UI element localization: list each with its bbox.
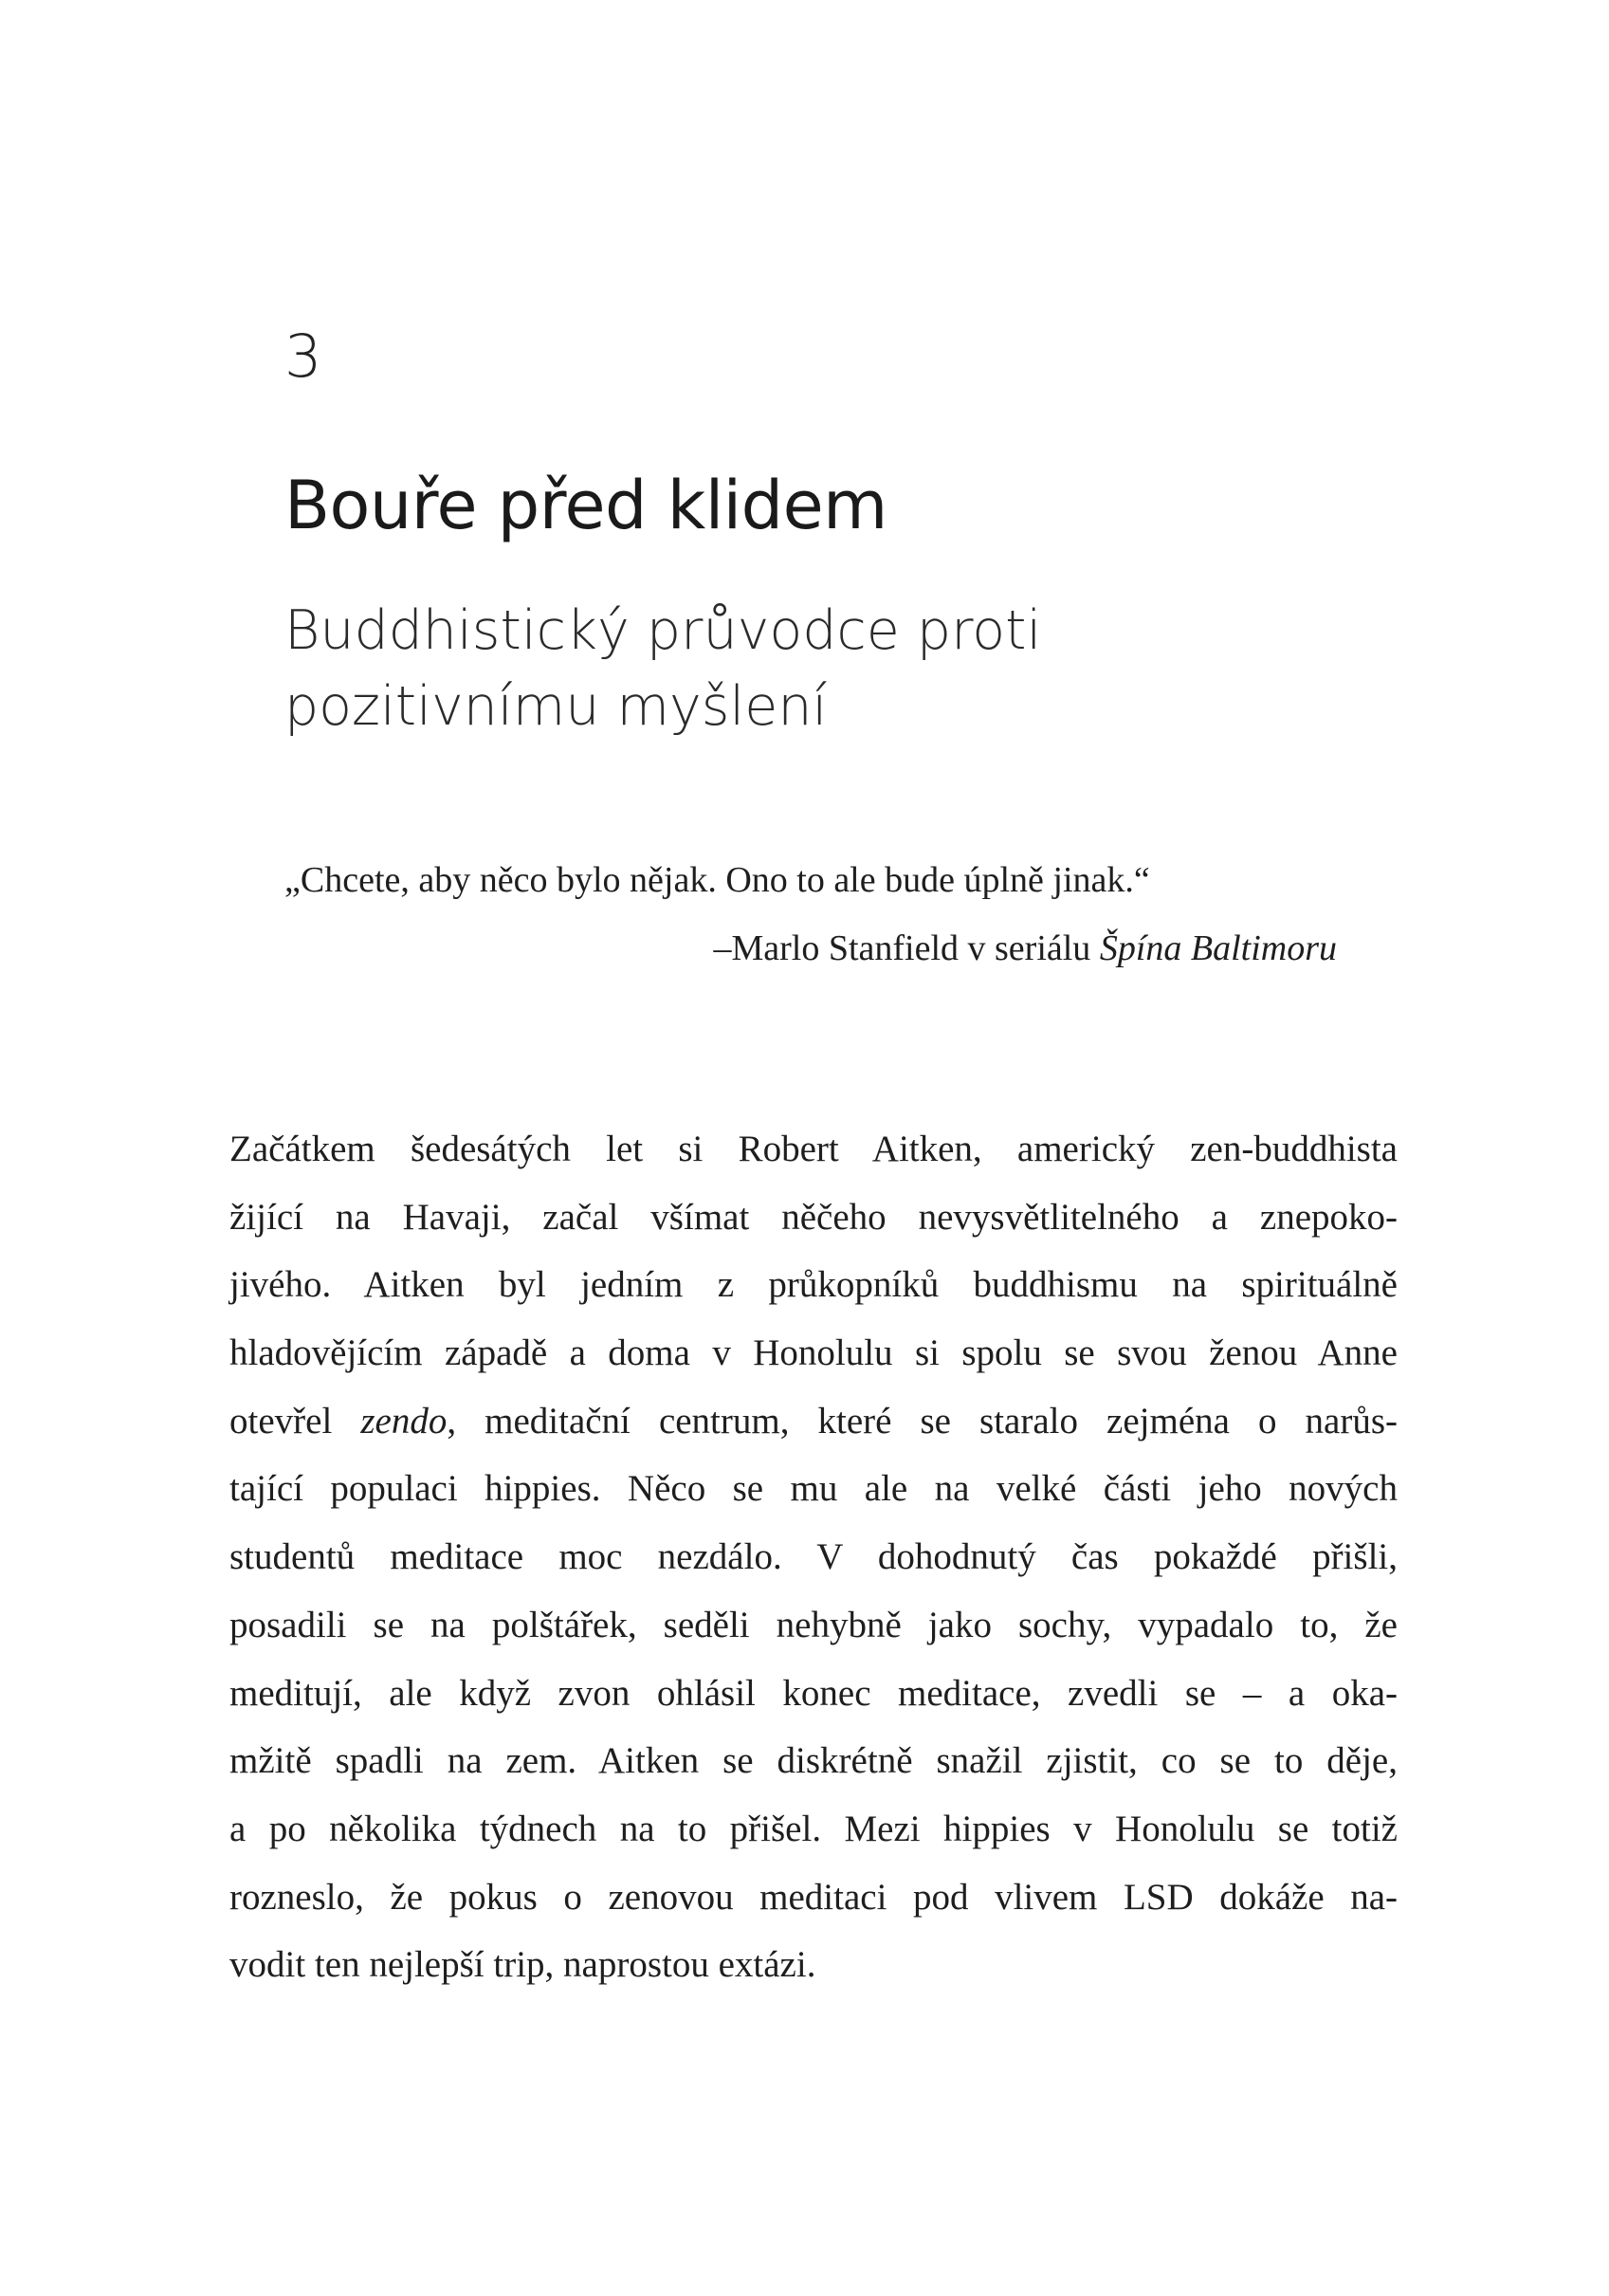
subtitle-line: Buddhistický průvodce proti [284,599,1042,662]
subtitle-line: pozitivnímu myšlení [284,675,828,738]
paragraph-line-last: vodit ten nejlepší trip, naprostou extázi. [229,1944,816,1986]
chapter-title: Bouře před klidem [284,467,887,544]
line-text-after: , meditační centrum, které se staralo zejména o narůs- [447,1400,1398,1442]
paragraph-line: posadili se na polštářek, seděli nehybně jako sochy, vypadalo to, že [229,1604,1398,1645]
body-paragraph [229,1115,1398,1999]
paragraph-line: meditují, ale když zvon ohlásil konec meditace, zvedli se – a oka- [229,1672,1398,1714]
italic-term: zendo [360,1400,448,1442]
chapter-number: 3 [284,321,322,391]
chapter-subtitle [284,593,1327,744]
paragraph-line: tající populaci hippies. Něco se mu ale na velké části jeho nových [229,1468,1398,1510]
epigraph-attribution [284,914,1337,983]
paragraph-line: studentů meditace moc nezdálo. V dohodnutý čas pokaždé přišli, [229,1536,1398,1578]
paragraph-line: žijící na Havaji, začal všímat něčeho nevysvětlitelného a znepoko- [229,1196,1398,1238]
paragraph-line: mžitě spadli na zem. Aitken se diskrétně snažil zjistit, co se to děje, [229,1740,1398,1782]
paragraph-line: jivého. Aitken byl jedním z průkopníků buddhismu na spirituálně [229,1264,1398,1306]
attribution-work-title: Špína Baltimoru [1099,928,1337,968]
paragraph-line: hladovějícím západě a doma v Honolulu si spolu se svou ženou Anne [229,1332,1398,1374]
paragraph-line-with-italic [229,1387,1398,1456]
line-text-before: otevřel [229,1400,361,1442]
attribution-author: –Marlo Stanfield v seriálu [713,928,1100,968]
paragraph-line: rozneslo, že pokus o zenovou meditaci pod vlivem LSD dokáže na- [229,1876,1398,1918]
paragraph-line: Začátkem šedesátých let si Robert Aitken, americký zen-buddhista [229,1129,1398,1169]
epigraph-quote: „Chcete, aby něco bylo nějak. Ono to ale bude úplně jinak.“ [284,860,1150,900]
paragraph-line: a po několika týdnech na to přišel. Mezi hippies v Honolulu se totiž [229,1808,1398,1849]
epigraph [284,846,1337,983]
